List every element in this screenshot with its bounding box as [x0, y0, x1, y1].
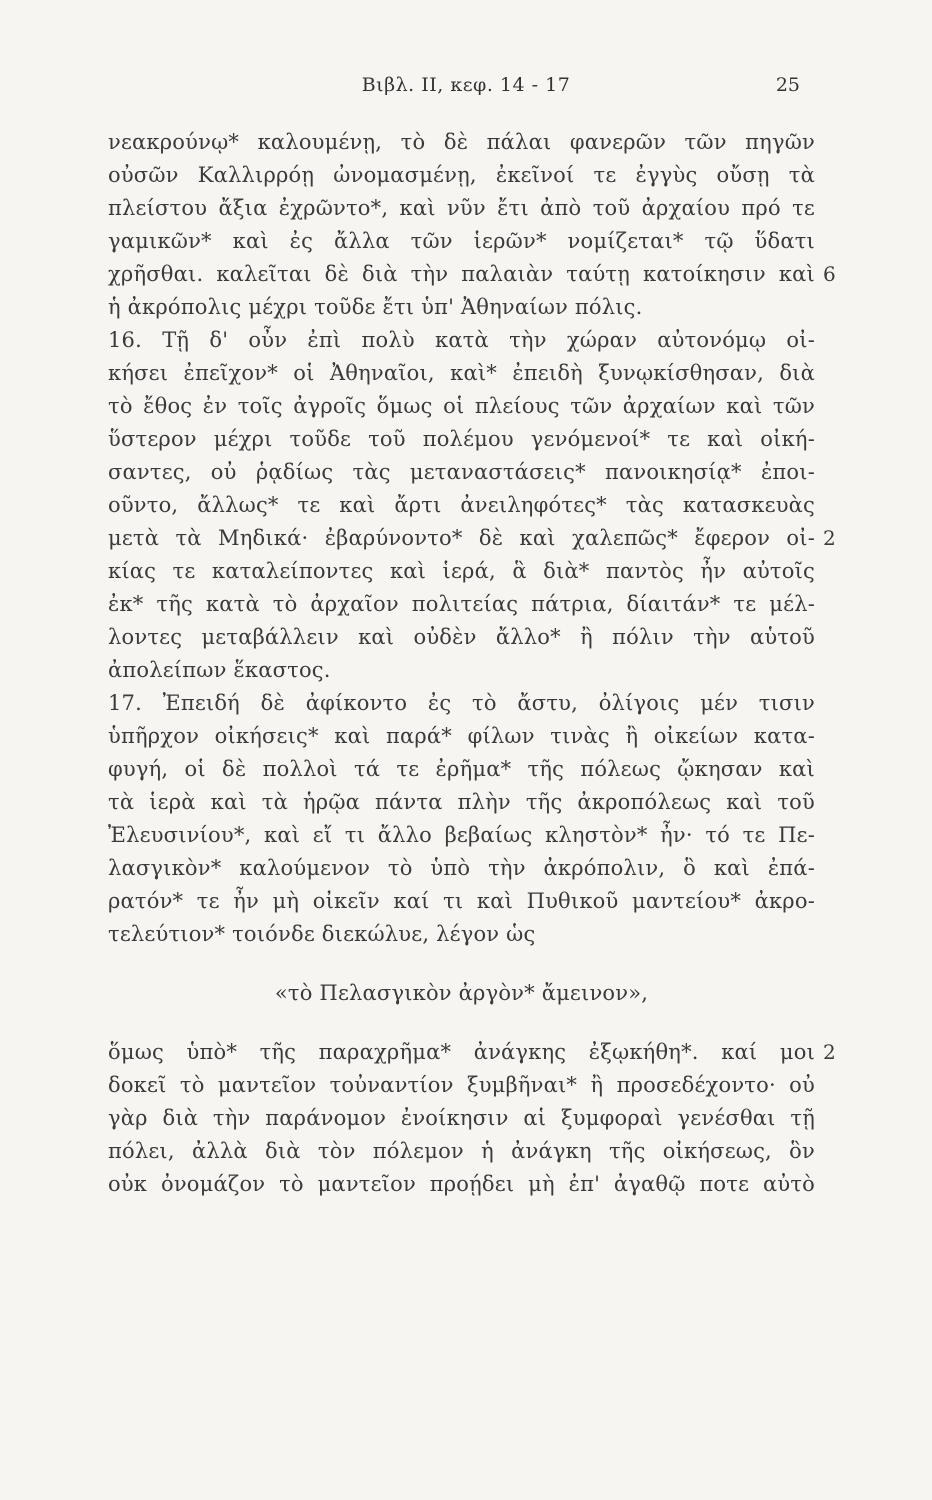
margin-note: 2: [823, 1040, 836, 1064]
line-text: πόλει, ἀλλὰ διὰ τὸν πόλεμον ἡ ἀνάγκη τῆς οἰκήσεως, ὃν: [108, 1139, 815, 1163]
text-line: [108, 489, 815, 522]
line-text: οὐσῶν Καλλιρρόῃ ὠνομασμένῃ, ἐκεῖνοί τε ἐγγὺς οὔσῃ τὰ: [108, 163, 815, 187]
text-line: [108, 885, 815, 918]
line-text: τελεύτιον* τοιόνδε διεκώλυε, λέγον ὡς: [108, 922, 536, 946]
text-line: [108, 588, 815, 621]
margin-note: 2: [823, 526, 836, 550]
line-text: ἡ ἀκρόπολις μέχρι τοῦδε ἔτι ὑπ' Ἀθηναίων πόλις.: [108, 295, 643, 319]
text-line: [108, 456, 815, 489]
line-text: νεακρούνῳ* καλουμένῃ, τὸ δὲ πάλαι φανερῶν τῶν πηγῶν: [108, 130, 815, 154]
text-line: [108, 423, 815, 456]
text-line: [108, 324, 815, 357]
line-text: ὕστερον μέχρι τοῦδε τοῦ πολέμου γενόμενοί* τε καὶ οἰκή-: [108, 427, 815, 451]
text-line: [108, 918, 815, 951]
text-line: [108, 786, 815, 819]
page-number: 25: [775, 74, 800, 96]
line-text: οὐκ ὀνομάζον τὸ μαντεῖον προῄδει μὴ ἐπ' ἀγαθῷ ποτε αὐτὸ: [108, 1172, 815, 1196]
text-line: [108, 357, 815, 390]
text-line: [108, 555, 815, 588]
text-line: [108, 291, 815, 324]
margin-note: 6: [823, 262, 836, 286]
text-line: [108, 390, 815, 423]
text-line: [108, 720, 815, 753]
text-line: [108, 192, 815, 225]
line-text: δοκεῖ τὸ μαντεῖον τοὐναντίον ξυμβῆναι* ἢ προσεδέχοντο· οὐ: [108, 1073, 815, 1097]
line-text: 17. Ἐπειδή δὲ ἀφίκοντο ἐς τὸ ἄστυ, ὀλίγοις μέν τισιν: [108, 691, 815, 715]
line-text: ρατόν* τε ἦν μὴ οἰκεῖν καί τι καὶ Πυθικοῦ μαντείου* ἀκρο-: [108, 889, 815, 913]
text-line: [108, 225, 815, 258]
line-text: γαμικῶν* καὶ ἐς ἄλλα τῶν ἱερῶν* νομίζεται* τῷ ὕδατι: [108, 229, 815, 253]
line-text: μετὰ τὰ Μηδικά· ἐβαρύνοντο* δὲ καὶ χαλεπῶς* ἔφερον οἰ-: [108, 526, 815, 550]
text-line: [108, 522, 836, 555]
line-text: «τὸ Πελασγικὸν ἀργὸν* ἄμεινον»,: [274, 981, 649, 1005]
line-text: τὸ ἔθος ἐν τοῖς ἀγροῖς ὅμως οἱ πλείους τῶν ἀρχαίων καὶ τῶν: [108, 394, 815, 418]
line-text: λασγικὸν* καλούμενον τὸ ὑπὸ τὴν ἀκρόπολιν, ὃ καὶ ἐπά-: [108, 856, 815, 880]
line-text: Ἐλευσινίου*, καὶ εἴ τι ἄλλο βεβαίως κληστὸν* ἦν· τό τε Πε-: [108, 823, 815, 847]
text-line: [108, 687, 815, 720]
text-line: [108, 126, 815, 159]
line-text: λοντες μεταβάλλειν καὶ οὐδὲν ἄλλο* ἢ πόλιν τὴν αὑτοῦ: [108, 625, 815, 649]
text-body: [108, 126, 836, 1201]
line-text: 16. Τῇ δ' οὖν ἐπὶ πολὺ κατὰ τὴν χώραν αὐτονόμῳ οἰ-: [108, 328, 815, 352]
line-text: τὰ ἱερὰ καὶ τὰ ἡρῷα πάντα πλὴν τῆς ἀκροπόλεως καὶ τοῦ: [108, 790, 815, 814]
running-head: [0, 74, 932, 104]
line-text: κίας τε καταλείποντες καὶ ἱερά, ἃ διὰ* παντὸς ἦν αὐτοῖς: [108, 559, 815, 583]
text-line: [108, 1102, 815, 1135]
text-line: [108, 852, 815, 885]
text-line: [108, 753, 815, 786]
line-text: οῦντο, ἄλλως* τε καὶ ἄρτι ἀνειληφότες* τὰς κατασκευὰς: [108, 493, 815, 517]
line-text: ἀπολείπων ἕκαστος.: [108, 658, 331, 682]
line-text: ἐκ* τῆς κατὰ τὸ ἀρχαῖον πολιτείας πάτρια, δίαιτάν* τε μέλ-: [108, 592, 815, 616]
text-line: [108, 1069, 815, 1102]
text-line: [108, 654, 815, 687]
line-text: ὑπῆρχον οἰκήσεις* καὶ παρά* φίλων τινὰς ἢ οἰκείων κατα-: [108, 724, 815, 748]
line-text: χρῆσθαι. καλεῖται δὲ διὰ τὴν παλαιὰν ταύτῃ κατοίκησιν καὶ: [108, 262, 815, 286]
running-title: Βιβλ. II, κεφ. 14 - 17: [361, 74, 571, 96]
text-line: [108, 1036, 836, 1069]
text-line: [108, 819, 815, 852]
oracle-verse-line: [108, 977, 815, 1010]
text-line: [108, 159, 815, 192]
line-text: σαντες, οὐ ῥᾳδίως τὰς μεταναστάσεις* πανοικησίᾳ* ἐποι-: [108, 460, 815, 484]
line-text: γὰρ διὰ τὴν παράνομον ἐνοίκησιν αἱ ξυμφοραὶ γενέσθαι τῇ: [108, 1106, 815, 1130]
line-text: φυγή, οἱ δὲ πολλοὶ τά τε ἐρῆμα* τῆς πόλεως ᾤκησαν καὶ: [108, 757, 815, 781]
line-text: κήσει ἐπεῖχον* οἱ Ἀθηναῖοι, καὶ* ἐπειδὴ ξυνῳκίσθησαν, διὰ: [108, 361, 815, 385]
line-text: ὅμως ὑπὸ* τῆς παραχρῆμα* ἀνάγκης ἐξῳκήθη*. καί μοι: [108, 1040, 815, 1064]
text-line: [108, 621, 815, 654]
line-text: πλείστου ἄξια ἐχρῶντο*, καὶ νῦν ἔτι ἀπὸ τοῦ ἀρχαίου πρό τε: [108, 196, 815, 220]
verse-spacing: [108, 951, 815, 977]
text-line: [108, 1168, 815, 1201]
verse-spacing: [108, 1010, 815, 1036]
text-line: [108, 258, 836, 291]
text-line: [108, 1135, 815, 1168]
